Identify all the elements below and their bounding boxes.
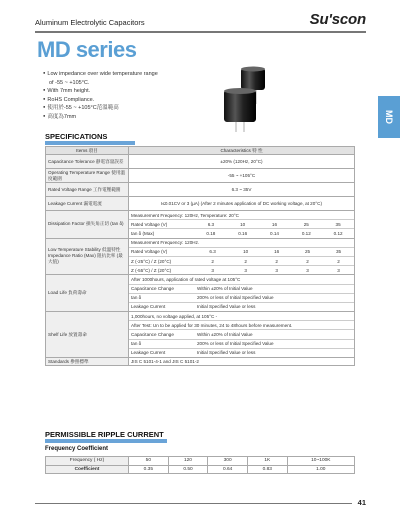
df-row-label: tan δ (Max) [131,230,155,236]
cap-tolerance-value: ±20% (120Hz, 20°C) [129,155,355,169]
lt-cell: 2 [292,256,323,265]
op-temp-value: -55 ~ +105°C [129,169,355,183]
coefficient-cell: 0.35 [129,465,169,474]
header-divider [35,31,366,33]
frequency-cell: 120 [168,457,208,466]
lt-cell: 35 [323,247,354,256]
leakage-value: I≤0.01CV or 3 (µA) (After 2 minutes application of DC working voltage, at 20°C) [129,197,355,211]
lt-cell: 10 [230,247,261,256]
shelf-row-value: Within ±20% of Initial Value [195,330,354,339]
load-row-label: Capacitance Change [129,284,195,293]
feature-item: ● RoHS Compliance. [43,96,158,105]
coefficient-cell: 0.64 [208,465,248,474]
df-cell: 10 [227,220,259,229]
lt-cell: 2 [323,256,354,265]
brand-logo: Su'scon [309,11,366,28]
load-row-label: Leakage Current [131,304,166,310]
lt-cell: 3 [337,267,340,273]
specifications-table [45,146,355,366]
frequency-cell: 50 [129,457,169,466]
rated-voltage-value: 6.3 ~ 35V [129,183,355,197]
dissipation-subtable [129,211,354,238]
load-row-value: Within ±20% of Initial Value [195,284,354,293]
section-title-ripple: PERMISSIBLE RIPPLE CURRENT [45,430,164,439]
df-cell: 0.14 [270,230,279,236]
lt-measurement: Measurement Frequency: 120Hz. [129,239,354,248]
load-row-label: tan δ [129,293,195,302]
load-row-value: Initial Specified Value or less [197,304,256,310]
df-cell: 25 [290,220,322,229]
load-life-subtable [129,275,354,311]
lt-cell: 2 [195,256,230,265]
feature-item: ● 使用於-55 ~ +105°C范溫範高 [43,104,158,113]
df-cell: 16 [259,220,291,229]
lt-cell: 3 [244,267,247,273]
frequency-cell: 10~100K [287,457,354,466]
cap-tolerance-label: Capacitance Tolerance 靜電容量誤差 [46,155,129,169]
series-title: MD series [37,37,137,62]
lt-cell: 3 [275,267,278,273]
lt-cell: 16 [261,247,292,256]
dissipation-label: Dissipation Factor 損失角正切 (tan δ) [46,211,129,239]
rated-voltage-label: Rated Voltage Range 工作電壓範圍 [46,183,129,197]
lt-cell: 3 [211,267,214,273]
coefficient-cell: 0.83 [247,465,287,474]
header-characteristics: Characteristics 特 性 [129,147,355,155]
feature-item: ● Low impedance over wide temperature range [43,70,158,79]
frequency-label: Frequency ( Hz) [46,457,129,466]
frequency-cell: 1K [247,457,287,466]
lt-row-label: Z (-25°C) / Z (20°C) [129,256,195,265]
header-items: Items 項目 [46,147,129,155]
feature-item: ● 高度為7mm [43,113,158,122]
lt-cell: 2 [230,256,261,265]
lt-cell: 6.3 [195,247,230,256]
standards-value: JIS C 5101-4-1 and JIS C 5101-2 [129,358,355,366]
section-title-specifications: SPECIFICATIONS [45,132,108,141]
shelf-condition-2: After Test: Un to be applied for 30 minutes, 24 to 48hours before measurement. [129,321,354,330]
shelf-row-label: Capacitance Change [129,330,195,339]
lt-row-label: Z (-55°C) / Z (20°C) [131,267,172,273]
shelf-life-label: Shelf Life 放置壽命 [46,312,129,358]
section-underline [45,141,135,145]
df-cell: 0.16 [238,230,248,236]
feature-item: ● With 7mm height. [43,87,158,96]
lt-cell: 2 [261,256,292,265]
feature-item: of -55 ~ +105°C. [49,79,90,86]
frequency-coefficient-title: Frequency Coefficient [45,446,109,452]
low-temp-subtable [129,239,354,275]
coefficient-cell: 1.00 [287,465,354,474]
df-row-label: Rated Voltage (V) [129,220,195,229]
shelf-row-value: Initial Specified Value or less [197,350,256,356]
df-measurement: Measurement Frequency: 120Hz, Temperature: 20°C [129,211,354,220]
ripple-table [45,456,355,474]
frequency-cell: 300 [208,457,248,466]
df-cell: 0.12 [333,230,343,236]
df-cell: 6.3 [195,220,227,229]
shelf-life-subtable [129,312,354,357]
lt-row-label: Rated Voltage (V) [129,247,195,256]
shelf-row-value: 200% or less of Initial Specified Value [195,339,354,348]
load-life-label: Load Life 負荷壽命 [46,275,129,312]
df-cell: 35 [322,220,354,229]
category-title: Aluminum Electrolytic Capacitors [35,18,145,27]
leakage-label: Leakage Current 漏電電流 [46,197,129,211]
shelf-row-label: Leakage Current [131,350,166,356]
page-number: 41 [357,498,366,507]
low-temp-label: Low Temperature Stability 低溫特性 Impedance Ratio (Max) 阻抗比率 (最大值) [46,238,129,275]
footer-divider [35,503,352,504]
feature-list [43,70,158,122]
coefficient-label: Coefficient [46,465,129,474]
df-cell: 0.18 [206,230,216,236]
op-temp-label: Operating Temperature Range 使用溫度範圍 [46,169,129,183]
capacitor-photo [214,62,294,132]
lt-cell: 25 [292,247,323,256]
df-cell: 0.12 [301,230,311,236]
standards-label: Standards 參照標準 [46,358,129,366]
coefficient-cell: 0.50 [168,465,208,474]
load-life-condition: After 1000hours, application of rated voltage at 105°C [129,275,354,284]
section-underline [45,439,167,443]
side-tab: MD [378,96,400,138]
lt-cell: 3 [306,267,309,273]
shelf-condition-1: 1,000hours, no voltage applied, at 105°C - [129,312,354,321]
load-row-value: 200% or less of Initial Specified Value [195,293,354,302]
shelf-row-label: tan δ [129,339,195,348]
